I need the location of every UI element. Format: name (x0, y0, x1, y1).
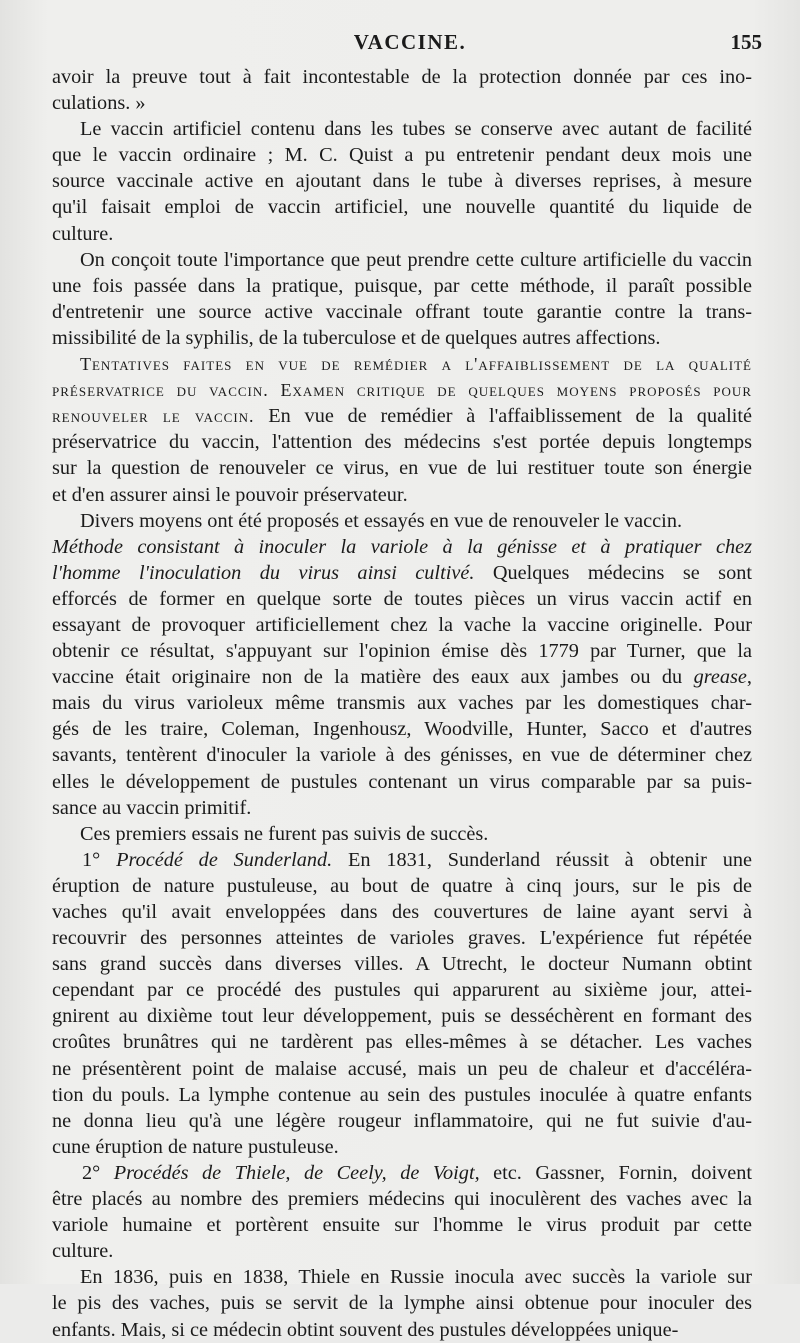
text-line: sur la question de renouveler ce virus, en vue de lui restituer toute son énergie (52, 457, 752, 480)
text-line: 2° Procédés de Thiele, de Ceely, de Voigt, etc. Gassner, Fornin, doivent (82, 1161, 753, 1184)
text-line: essayant de provoquer artificiellement chez la vache la vaccine originelle. Pour (52, 613, 752, 636)
text-line: préservatrice du vaccin. Examen critique de quelques moyens proposés pour (52, 380, 752, 401)
body-text (52, 64, 752, 1343)
text-line: recouvrir des personnes atteintes de varioles graves. L'expérience fut répétée (52, 927, 752, 950)
text-line: source vaccinale active en ajoutant dans le tube à diverses reprises, à mesure (52, 170, 752, 193)
text-line: gnirent au dixième tout leur développement, puis se desséchèrent en formant des (52, 1005, 752, 1028)
text-line: culations. » (52, 92, 146, 115)
text-line: Le vaccin artificiel contenu dans les tubes se conserve avec autant de facilité (80, 118, 752, 141)
text-line: que le vaccin ordinaire ; M. C. Quist a pu entretenir pendant deux mois une (52, 144, 752, 167)
text-line: l'homme l'inoculation du virus ainsi cultivé. Quelques médecins se sont (52, 561, 752, 584)
text-line: cune éruption de nature pustuleuse. (52, 1135, 339, 1158)
text-line: efforcés de former en quelque sorte de toutes pièces un virus vaccin actif en (52, 587, 752, 610)
text-line: mais du virus varioleux même transmis aux vaches par les domestiques char- (52, 692, 752, 715)
text-line: 1° Procédé de Sunderland. En 1831, Sunderland réussit à obtenir une (82, 848, 753, 871)
text-line: enfants. Mais, si ce médecin obtint souvent des pustules développées unique- (52, 1318, 679, 1341)
text-line: gés de les traire, Coleman, Ingenhousz, Woodville, Hunter, Sacco et d'autres (52, 718, 752, 741)
text-line: d'entretenir une source active vaccinale offrant toute garantie contre la trans- (52, 300, 752, 323)
text-line: sance au vaccin primitif. (52, 796, 252, 819)
text-line: ne présentèrent point de malaise accusé, mais un peu de chaleur et d'accéléra- (52, 1057, 752, 1080)
text-line: vaccine était originaire non de la matière des eaux aux jambes ou du grease, (52, 666, 752, 689)
text-line: Tentatives faites en vue de remédier a l'affaiblissement de la qualité (80, 354, 752, 375)
text-line: Ces premiers essais ne furent pas suivis de succès. (80, 822, 489, 845)
running-title: VACCINE. (353, 30, 467, 54)
text-line: préservatrice du vaccin, l'attention des médecins s'est portée depuis longtemps (52, 431, 752, 454)
text-line: vaches qu'il avait enveloppées dans des couvertures de laine ayant servi à (52, 901, 752, 923)
page-number: 155 (730, 30, 762, 54)
text-line: et d'en assurer ainsi le pouvoir préservateur. (52, 483, 408, 506)
text-line: culture. (52, 1240, 114, 1263)
text-line: renouveler le vaccin. En vue de remédier à l'affaiblissement de la qualité (52, 405, 752, 428)
text-line: le pis des vaches, puis se servit de la lymphe ainsi obtenue pour inoculer des (52, 1292, 752, 1315)
text-line: ne donna lieu qu'à une légère rougeur inflammatoire, qui ne fut suivie d'au- (52, 1109, 752, 1132)
text-line: obtenir ce résultat, s'appuyant sur l'opinion émise dès 1779 par Turner, que la (52, 640, 752, 663)
text-line: missibilité de la syphilis, de la tuberculose et de quelques autres affections. (52, 326, 661, 349)
text-line: Divers moyens ont été proposés et essayés en vue de renouveler le vaccin. (80, 509, 683, 532)
text-line: sans grand succès dans diverses villes. A Utrecht, le docteur Numann obtint (52, 953, 752, 976)
text-line: culture. (52, 222, 114, 245)
text-line: variole humaine et portèrent ensuite sur l'homme le virus produit par cette (52, 1214, 752, 1237)
text-line: Méthode consistant à inoculer la variole à la génisse et à pratiquer chez (52, 535, 752, 558)
text-line: elles le développement de pustules contenant un virus comparable par sa puis- (52, 770, 752, 793)
text-line: En 1836, puis en 1838, Thiele en Russie inocula avec succès la variole sur (80, 1266, 752, 1289)
text-line: savants, tentèrent d'inoculer la variole à des génisses, en vue de déterminer chez (52, 744, 752, 767)
text-line: tion du pouls. La lymphe contenue au sein des pustules inoculée à quatre enfants (52, 1083, 752, 1106)
text-line: qu'il faisait emploi de vaccin artificiel, une nouvelle quantité du liquide de (52, 196, 752, 219)
text-line: éruption de nature pustuleuse, au bout de quatre à cinq jours, sur le pis de (52, 874, 752, 897)
page-header (52, 30, 768, 60)
text-line: On conçoit toute l'importance que peut prendre cette culture artificielle du vaccin (80, 248, 752, 271)
text-line: une fois passée dans la pratique, puisque, par cette méthode, il paraît possible (52, 274, 752, 297)
text-line: avoir la preuve tout à fait incontestable de la protection donnée par ces ino- (52, 66, 752, 88)
text-line: être placés au nombre des premiers médecins qui inoculèrent des vaches avec la (52, 1188, 752, 1211)
text-line: cependant par ce procédé des pustules qui apparurent au sixième jour, attei- (52, 979, 752, 1002)
text-line: croûtes brunâtres qui ne tardèrent pas elles-mêmes à se détacher. Les vaches (52, 1031, 752, 1054)
